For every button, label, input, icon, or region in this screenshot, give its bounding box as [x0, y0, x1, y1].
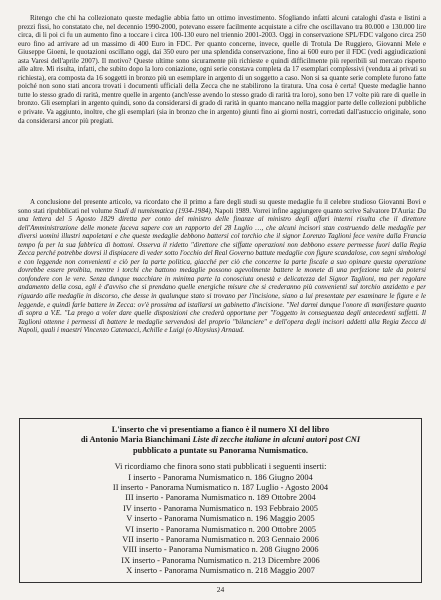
list-item: III inserto - Panorama Numismatico n. 189 Ottobre 2004 [125, 493, 316, 503]
insert-notice-box [19, 418, 422, 583]
list-item: IV inserto - Panorama Numismatico n. 193 Febbraio 2005 [123, 503, 318, 513]
text-run: , Napoli 1989. Vorrei infine aggiungere quanto scrive Salvatore D'Auria: [210, 206, 418, 215]
list-item: IX inserto - Panorama Numismatico n. 213 Dicembre 2006 [121, 555, 320, 565]
list-item: V inserto - Panorama Numismatico n. 196 Maggio 2005 [126, 514, 315, 524]
insert-notice-heading [20, 425, 421, 456]
author-name: di Antonio Maria Bianchimani [80, 435, 193, 445]
list-item: II inserto - Panorama Numismatico n. 187 Luglio - Agosto 2004 [112, 483, 329, 493]
insert-list-intro: Vi ricordiamo che finora sono stati pubblicati i seguenti inserti: [114, 462, 327, 472]
heading-line-3: pubblicato a puntate su Panorama Numismatico. [133, 445, 308, 455]
text-run: A conclusione del presente articolo, va ricordato che il primo a fare degli studi su queste medaglie fu il celebre studioso Giovanni Bovi e sono stati ripubblicati nel volume [18, 198, 426, 215]
list-item: VI inserto - Panorama Numismatico n. 200 Ottobre 2005 [125, 524, 316, 534]
list-item: VII inserto - Panorama Numismatico n. 203 Gennaio 2006 [122, 535, 319, 545]
heading-line-1: L'inserto che vi presentiamo a fianco è il numero XI del libro [111, 425, 330, 434]
list-item: VIII inserto - Panorama Numismatico n. 208 Giugno 2006 [122, 545, 319, 555]
italic-run: Da una lettera del 5 Agosto 1829 diretta per conto del ministro delle finanze al ministro degli affari interni risulta che il direttore dell'Amministrazione delle monete faceva sapere con un rapporto del 28 Luglio …, che alcuni incisori stan costruendo delle medaglie per diversi uomini illustri napoletani e che queste medaglie debbono battersi col torchio che il signor Lorenzo Taglioni fece venire dalla Francia tempo fa per la sua fabbrica di bottoni. Osserva il ridetto "direttore che siffatte operazioni non debbono essere permesse fuori dalla Regia Zecca perché potrebbe dovrsi il dispiacere di veder sotto l'occhio del Real Governo battute medaglie con figure scandalose, con segni simbologi e con leggende non convenienti e ciò per la parte politica, giacché per ciò che concerne la parte fiscale a suo opinare questa operazione dovrebbe essere proibita, mentre i torchi che battono medaglie possono agevolmente battere le monete di una perfezione tale da potersi confondere con le vere. Senza dunque macchiare in minima parte la conosciuta onestà e delicatezza del Signor Taglioni, ma per regolare andamento della cosa, egli è d'avviso che si prendano quelle energiche misure che si crederanno più convenienti sul torchio anzidetto e per riguardo alle medaglie in discorso, che desse in qualunque stato si trovano per l'incisione, siano a lui presentate per esaminare le figure e le leggende, e quindi farle battere in Zecca: ov'è prossima ad istallarsi un gabinetto d'incisione. "Nel darmi dunque l'onore di manifestare quanto di sopra a V.E. "La prego a voler dare quelle disposizioni che crederà opportune per "l'oggetto in conseguenza degli antecedenti suffetti. Il Taglioni ottenne i permessi di battere le medaglie servendosi del proprio "bilanciere" e dell'opera degli incisori addetti alla Regia Zecca di Napoli, quali i maestri Vincenzo Catenacci, Achille e Luigi (o Aloysius) Arnaud. [18, 206, 426, 335]
book-title: Liste di zecche italiane in alcuni autori post CNI [192, 435, 361, 445]
page-number: 24 [216, 585, 225, 594]
text-run: Ritengo che chi ha collezionato queste medaglie abbia fatto un ottimo investimento. Sfogliando infatti alcuni cataloghi d'asta e listini a prezzi fissi, ho constatato che, nel decennio 1990-2000, potevano essere facilmente acquistate a cifre che oscillavano tra 80.000 e 130.000 lire circa, di li poi ci fu un aumento fino a toccare i circa 100-130 euro nel triennio 2001-2003. Oggi in conservazione SPL/FDC valgono circa 250 euro fino ad arrivare ad un massimo di 400 Euro in FDC. Per quanto concerne, invece, quelle di Trotula De Ruggiero, Giovanni Mele e Giuseppe Gioeni, le quotazioni oscillano oggi, dai 350 euro per una splendida conservazione, fino ai 600 euro per il FDC (vedi aggiudicazioni asta Varesi dell'aprile 2007). Il motivo? Queste ultime sono sicuramente più richieste e quindi difficilmente più reperibili sul mercato rispetto alle altre. Mi risulta, infatti, che subito dopo la loro coniazione, ogni serie constava completa da 17 esemplari complessivi (venduta ai privati su richiesta), era composta da 16 soggetti in bronzo più un esemplare in argento di un soggetto a caso. Non si sa quante serie complete furono fatte poiché non sono stati ancora trovati i documenti ufficiali della Zecca che ne stabilirono la tiratura. Una cosa è certa! Queste medaglie hanno tutte lo stesso grado di rarità, mentre quelle in argento (anch'esse avendo lo stesso grado di rarità tra loro), sono ben 17 volte più rare di quelle in bronzo. Gli esemplari in argento quindi, sono da considerarsi di grado di rarità in quanto mancano nella maggior parte delle collezioni pubbliche e private. Va aggiunto, inoltre, che gli esemplari (sia in bronzo che in argento) giunti fino ai giorni nostri, corredati dall'astuccio originale, sono da considerarsi ancor più pregiati. [18, 14, 426, 125]
list-item: X inserto - Panorama Numismatico n. 218 Maggio 2007 [126, 566, 315, 576]
article-paragraph-1 [18, 14, 426, 125]
italic-run: Studi di numismatica (1934-1984) [114, 206, 211, 215]
insert-list [20, 473, 421, 577]
list-item: I inserto - Panorama Numismatico n. 186 Giugno 2004 [128, 472, 313, 482]
heading-line-2 [20, 435, 421, 445]
article-paragraph-2 [18, 198, 426, 335]
